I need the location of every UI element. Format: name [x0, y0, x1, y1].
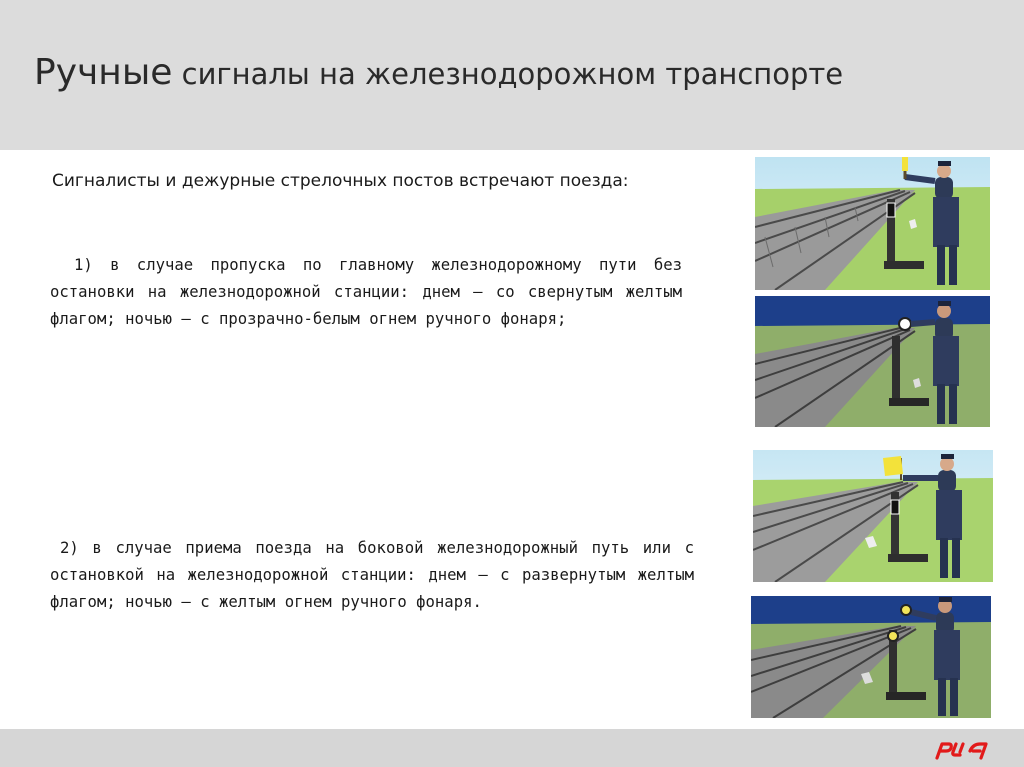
footer-bar	[0, 729, 1024, 767]
title-bar	[0, 0, 1024, 150]
illustration-day-unfurled-flag	[753, 450, 993, 582]
slide-title-first-word: Ручные	[34, 52, 173, 93]
illustration-day-rolled-flag	[755, 157, 990, 290]
illustration-night-yellow-lantern	[751, 596, 991, 718]
illustration-night-white-lantern	[755, 296, 990, 427]
intro-text: Сигналисты и дежурные стрелочных постов встречают поезда:	[52, 171, 629, 191]
slide-title	[34, 52, 843, 93]
slide-title-rest: сигналы на железнодорожном транспорте	[172, 57, 844, 91]
paragraph-main-track: 1) в случае пропуска по главному железнодорожному пути без остановки на железнодорожной станции: днем – со свернутым желтым флагом; ночью – с прозрачно-белым огнем ручного фонаря;	[50, 256, 682, 328]
rzd-logo	[932, 738, 990, 760]
paragraph-side-track: 2) в случае приема поезда на боковой железнодорожный путь или с остановкой на железнодорожной станции: днем – с развернутым желтым флагом; ночью – с желтым огнем ручного фонаря.	[50, 539, 694, 611]
